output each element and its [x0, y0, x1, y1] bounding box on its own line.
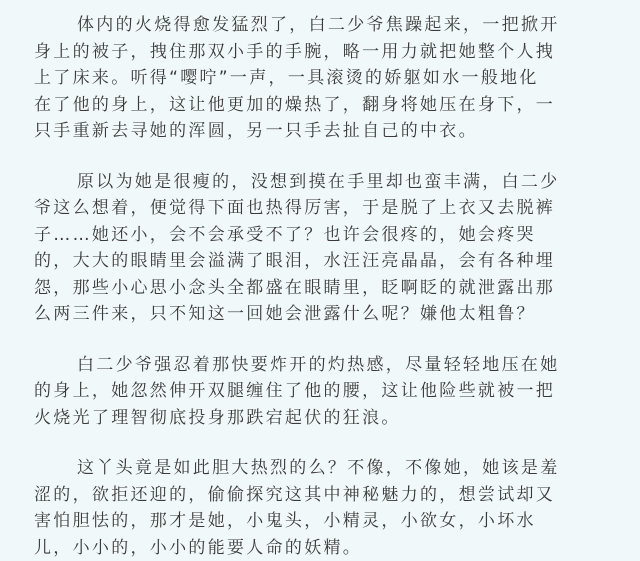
text-line: 体内的火烧得愈发猛烈了，白二少爷焦躁起来，一把掀开 [34, 12, 618, 39]
text-line: 在了他的身上，这让他更加的燥热了，翻身将她压在身下，一 [34, 92, 618, 119]
text-line: 身上的被子，拽住那双小手的手腕，略一用力就把她整个人拽 [34, 39, 618, 66]
text-line: 白二少爷强忍着那快要炸开的灼热感，尽量轻轻地压在她 [34, 352, 618, 379]
text-line: 的，大大的眼睛里会溢满了眼泪，水汪汪亮晶晶，会有各种埋 [34, 248, 618, 275]
paragraph-1 [34, 12, 618, 145]
text-line: 涩的，欲拒还迎的，偷偷探究这其中神秘魅力的，想尝试却又 [34, 482, 618, 509]
paragraph-3 [34, 352, 618, 432]
paragraph-4 [34, 455, 618, 561]
text-line: 上了床来。听得“嘤咛”一声，一具滚烫的娇躯如水一般地化 [34, 65, 618, 92]
text-line: 火烧光了理智彻底投身那跌宕起伏的狂浪。 [34, 405, 618, 432]
text-line: 儿，小小的，小小的能要人命的妖精。 [34, 535, 618, 561]
text-line: 只手重新去寻她的浑圆，另一只手去扯自己的中衣。 [34, 118, 618, 145]
text-line: 爷这么想着，便觉得下面也热得厉害，于是脱了上衣又去脱裤 [34, 195, 618, 222]
text-line: 怨，那些小心思小念头全都盛在眼睛里，眨啊眨的就泄露出那 [34, 275, 618, 302]
text-line: 害怕胆怯的，那才是她，小鬼头，小精灵，小欲女，小坏水 [34, 508, 618, 535]
text-line: 原以为她是很瘦的，没想到摸在手里却也蛮丰满，白二少 [34, 169, 618, 196]
paragraph-2 [34, 169, 618, 328]
text-line: 么两三件来，只不知这一回她会泄露什么呢？嫌他太粗鲁？ [34, 301, 618, 328]
text-line: 的身上，她忽然伸开双腿缠住了他的腰，这让他险些就被一把 [34, 378, 618, 405]
text-line: 子……她还小，会不会承受不了？也许会很疼的，她会疼哭 [34, 222, 618, 249]
text-line: 这丫头竟是如此胆大热烈的么？不像，不像她，她该是羞 [34, 455, 618, 482]
